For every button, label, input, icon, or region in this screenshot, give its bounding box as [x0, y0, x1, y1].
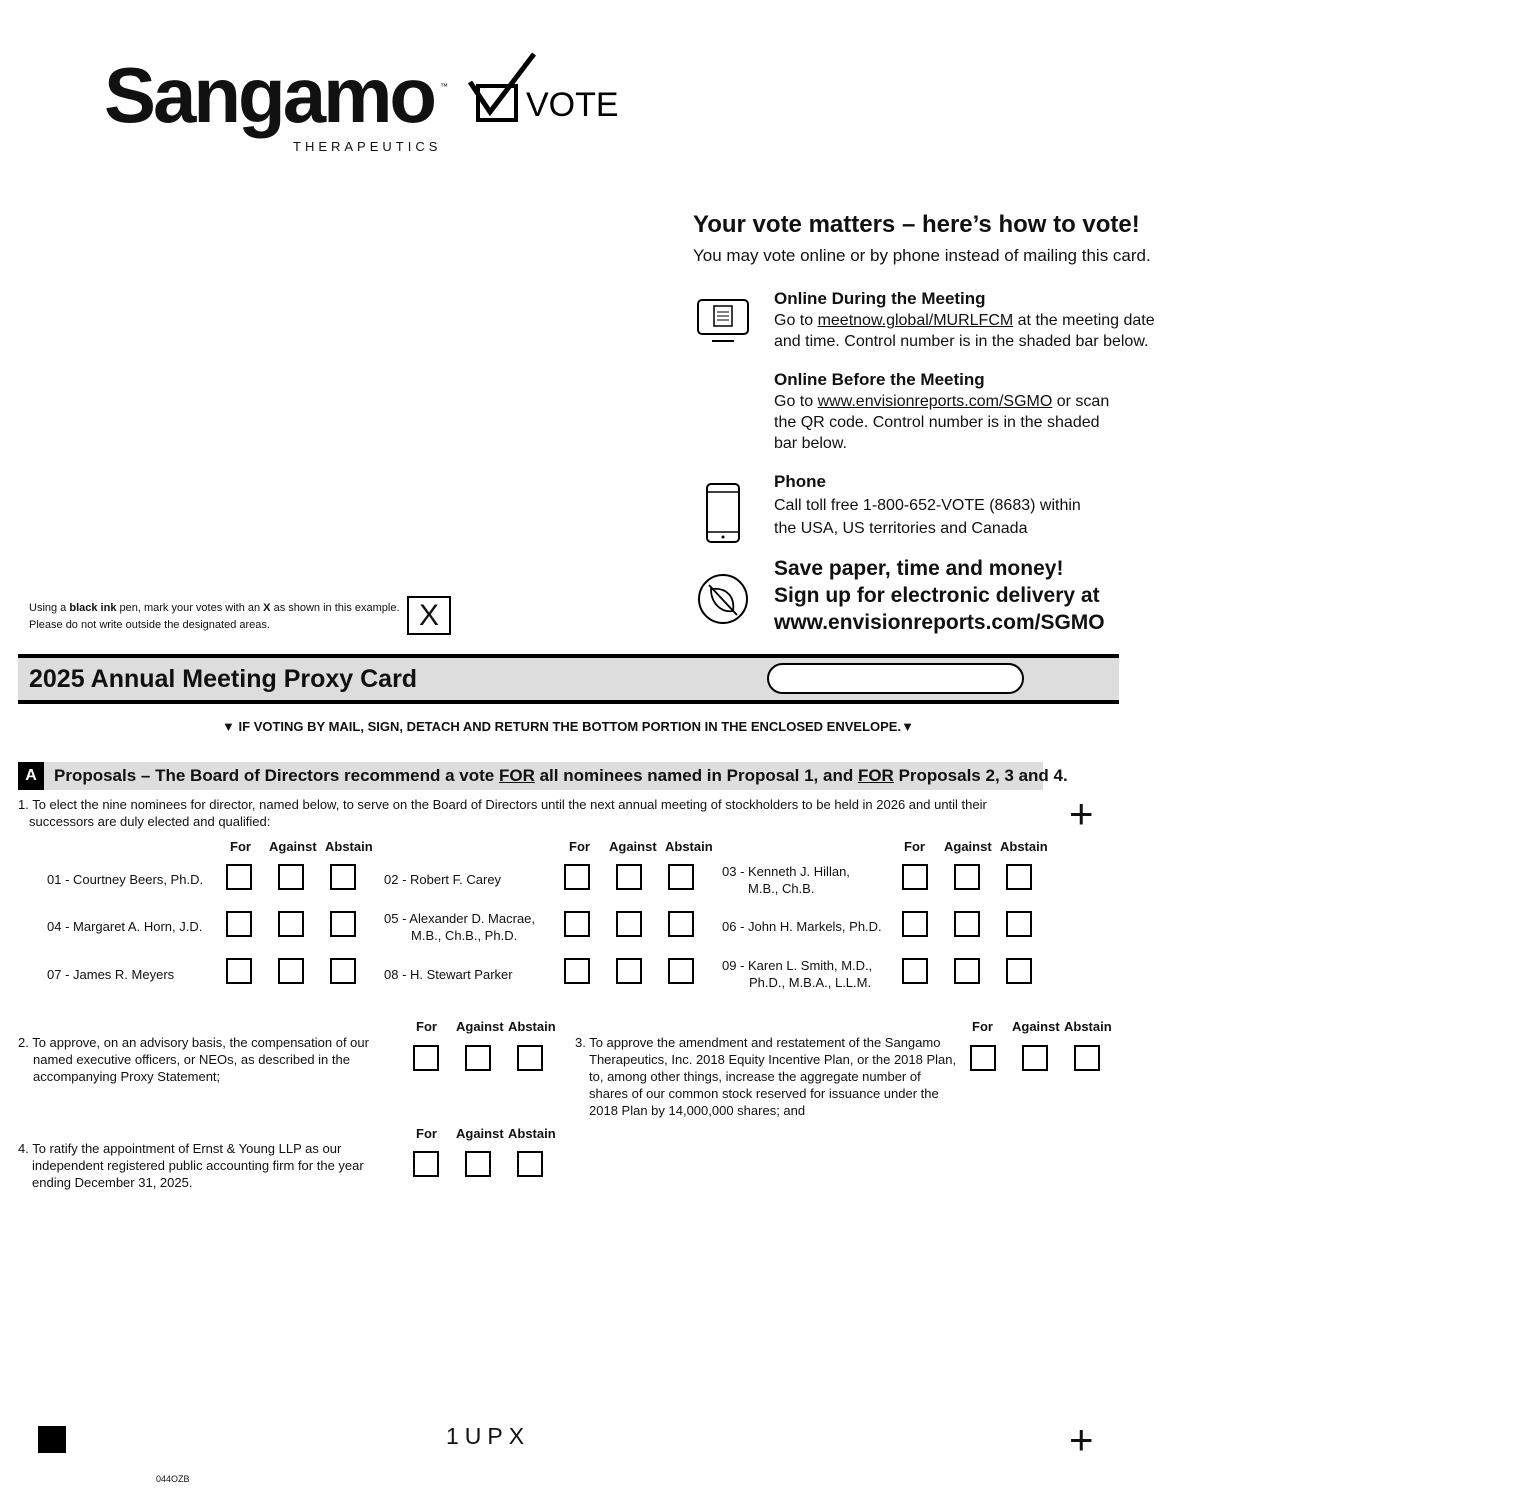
nominee-03-against-checkbox[interactable]	[954, 864, 980, 890]
proposal-4-abstain-checkbox[interactable]	[517, 1151, 543, 1177]
logo-subtitle: THERAPEUTICS	[293, 139, 442, 154]
nominee-01-for-checkbox[interactable]	[226, 864, 252, 890]
vote-logo	[468, 52, 619, 124]
detach-instruction: ▼ IF VOTING BY MAIL, SIGN, DETACH AND RETURN THE BOTTOM PORTION IN THE ENCLOSED ENVELOPE.▼	[222, 719, 914, 734]
registration-plus-mark: +	[1069, 790, 1094, 837]
nominee-07-against-checkbox[interactable]	[278, 958, 304, 984]
phone-text: Call toll free 1-800-652-VOTE (8683) within the USA, US territories and Canada	[774, 497, 1081, 537]
meetnow-link[interactable]: meetnow.global/MURLFCM	[817, 312, 1014, 329]
nominee-01-against-checkbox[interactable]	[278, 864, 304, 890]
nominee-06: 06 - John H. Markels, Ph.D.	[722, 919, 882, 934]
marking-instructions: Using a black ink pen, mark your votes with an X as shown in this example. Please do not write outside the designated areas.	[29, 602, 400, 631]
proposal-3-against-checkbox[interactable]	[1022, 1045, 1048, 1071]
nominee-08-abstain-checkbox[interactable]	[668, 958, 694, 984]
col-against: Against	[609, 839, 657, 854]
col-against: Against	[944, 839, 992, 854]
nominee-02: 02 - Robert F. Carey	[384, 872, 502, 887]
nominee-03-for-checkbox[interactable]	[902, 864, 928, 890]
col-for: For	[569, 839, 590, 854]
nominee-06-abstain-checkbox[interactable]	[1006, 911, 1032, 937]
col-against: Against	[1012, 1019, 1060, 1034]
nominee-09-against-checkbox[interactable]	[954, 958, 980, 984]
phone-icon	[705, 482, 741, 544]
nominee-07: 07 - James R. Meyers	[47, 967, 175, 982]
proposal-3-text: 3. To approve the amendment and restatement of the Sangamo Therapeutics, Inc. 2018 Equity Incentive Plan, or the 2018 Plan, to, among other things, increase the aggregate number of shares of our common stock reserved for issuance under the 2018 Plan by 14,000,000 shares; and	[575, 1035, 957, 1118]
sangamo-logo-word: Sangamo	[104, 51, 435, 139]
col-abstain: Abstain	[508, 1019, 556, 1034]
proposal-1-text: 1. To elect the nine nominees for director, named below, to serve on the Board of Directors until the next annual meeting of stockholders to be held in 2026 and until their successors are duly elected and qualified:	[18, 797, 987, 829]
nominee-02-abstain-checkbox[interactable]	[668, 864, 694, 890]
registration-square-mark	[38, 1426, 66, 1453]
nominee-03-abstain-checkbox[interactable]	[1006, 864, 1032, 890]
online-before-heading: Online Before the Meeting	[774, 370, 985, 389]
phone-heading: Phone	[774, 472, 826, 491]
col-for: For	[972, 1019, 993, 1034]
vote-panel-title: Your vote matters – here’s how to vote!	[693, 211, 1140, 238]
control-number-field[interactable]	[767, 663, 1024, 694]
nominee-08-for-checkbox[interactable]	[564, 958, 590, 984]
proposal-4-against-checkbox[interactable]	[465, 1151, 491, 1177]
col-abstain: Abstain	[665, 839, 713, 854]
proposal-3-abstain-checkbox[interactable]	[1074, 1045, 1100, 1071]
nominee-04-for-checkbox[interactable]	[226, 911, 252, 937]
nominee-04: 04 - Margaret A. Horn, J.D.	[47, 919, 203, 934]
nominee-03: 03 - Kenneth J. Hillan, M.B., Ch.B.	[722, 864, 850, 896]
nominee-06-for-checkbox[interactable]	[902, 911, 928, 937]
nominee-08-against-checkbox[interactable]	[616, 958, 642, 984]
col-for: For	[230, 839, 251, 854]
nominee-05-abstain-checkbox[interactable]	[668, 911, 694, 937]
proposal-3-for-checkbox[interactable]	[970, 1045, 996, 1071]
col-for: For	[904, 839, 925, 854]
col-against: Against	[269, 839, 317, 854]
col-against: Against	[456, 1126, 504, 1141]
nominee-06-against-checkbox[interactable]	[954, 911, 980, 937]
col-against: Against	[456, 1019, 504, 1034]
proposal-2-for-checkbox[interactable]	[413, 1045, 439, 1071]
proposal-2-against-checkbox[interactable]	[465, 1045, 491, 1071]
col-abstain: Abstain	[325, 839, 373, 854]
nominee-02-for-checkbox[interactable]	[564, 864, 590, 890]
col-for: For	[416, 1126, 437, 1141]
proposal-4-text: 4. To ratify the appointment of Ernst & Young LLP as our independent registered public accounting firm for the year ending December 31, 2025.	[18, 1141, 364, 1190]
leaf-icon	[697, 573, 749, 625]
online-before-text: Go to www.envisionreports.com/SGMO or scan the QR code. Control number is in the shaded bar below.	[774, 393, 1110, 452]
section-a-badge: A	[18, 762, 44, 790]
proposal-4-for-checkbox[interactable]	[413, 1151, 439, 1177]
nominee-04-abstain-checkbox[interactable]	[330, 911, 356, 937]
proposal-2-abstain-checkbox[interactable]	[517, 1045, 543, 1071]
online-during-heading: Online During the Meeting	[774, 289, 986, 308]
electronic-delivery-link[interactable]: www.envisionreports.com/SGMO	[774, 611, 1105, 634]
nominee-01: 01 - Courtney Beers, Ph.D.	[47, 872, 204, 887]
nominee-09-abstain-checkbox[interactable]	[1006, 958, 1032, 984]
form-id: 044OZB	[156, 1474, 190, 1484]
example-marked-box: X	[407, 596, 451, 635]
nominee-07-for-checkbox[interactable]	[226, 958, 252, 984]
nominee-05-against-checkbox[interactable]	[616, 911, 642, 937]
nominee-05-for-checkbox[interactable]	[564, 911, 590, 937]
nominee-08: 08 - H. Stewart Parker	[384, 967, 513, 982]
vote-panel-subtitle: You may vote online or by phone instead of mailing this card.	[693, 246, 1151, 265]
envision-link[interactable]: www.envisionreports.com/SGMO	[817, 393, 1053, 410]
electronic-delivery-text: Save paper, time and money! Sign up for electronic delivery at www.envisionreports.com/SGMO	[774, 557, 1105, 634]
registration-plus-mark: +	[1069, 1416, 1094, 1463]
nominee-04-against-checkbox[interactable]	[278, 911, 304, 937]
monitor-icon	[696, 298, 750, 344]
proxy-card-title: 2025 Annual Meeting Proxy Card	[29, 665, 418, 693]
nominee-01-abstain-checkbox[interactable]	[330, 864, 356, 890]
logo-trademark: ™	[440, 82, 448, 91]
nominee-07-abstain-checkbox[interactable]	[330, 958, 356, 984]
nominee-09: 09 - Karen L. Smith, M.D., Ph.D., M.B.A., L.L.M.	[722, 958, 873, 990]
nominee-05: 05 - Alexander D. Macrae, M.B., Ch.B., Ph.D.	[384, 911, 536, 943]
col-abstain: Abstain	[508, 1126, 556, 1141]
form-code: 1UPX	[446, 1423, 531, 1449]
online-during-text: Go to meetnow.global/MURLFCM at the meeting date and time. Control number is in the shaded bar below.	[774, 312, 1155, 350]
vote-logo-text: VOTE	[526, 86, 619, 124]
col-for: For	[416, 1019, 437, 1034]
nominee-02-against-checkbox[interactable]	[616, 864, 642, 890]
proposal-2-text: 2. To approve, on an advisory basis, the compensation of our named executive officers, or NEOs, as described in the accompanying Proxy Statement;	[18, 1035, 369, 1084]
col-abstain: Abstain	[1064, 1019, 1112, 1034]
nominee-09-for-checkbox[interactable]	[902, 958, 928, 984]
section-a-heading: Proposals – The Board of Directors recommend a vote FOR all nominees named in Proposal 1, and FOR Proposals 2, 3 and 4.	[54, 766, 1068, 785]
col-abstain: Abstain	[1000, 839, 1048, 854]
